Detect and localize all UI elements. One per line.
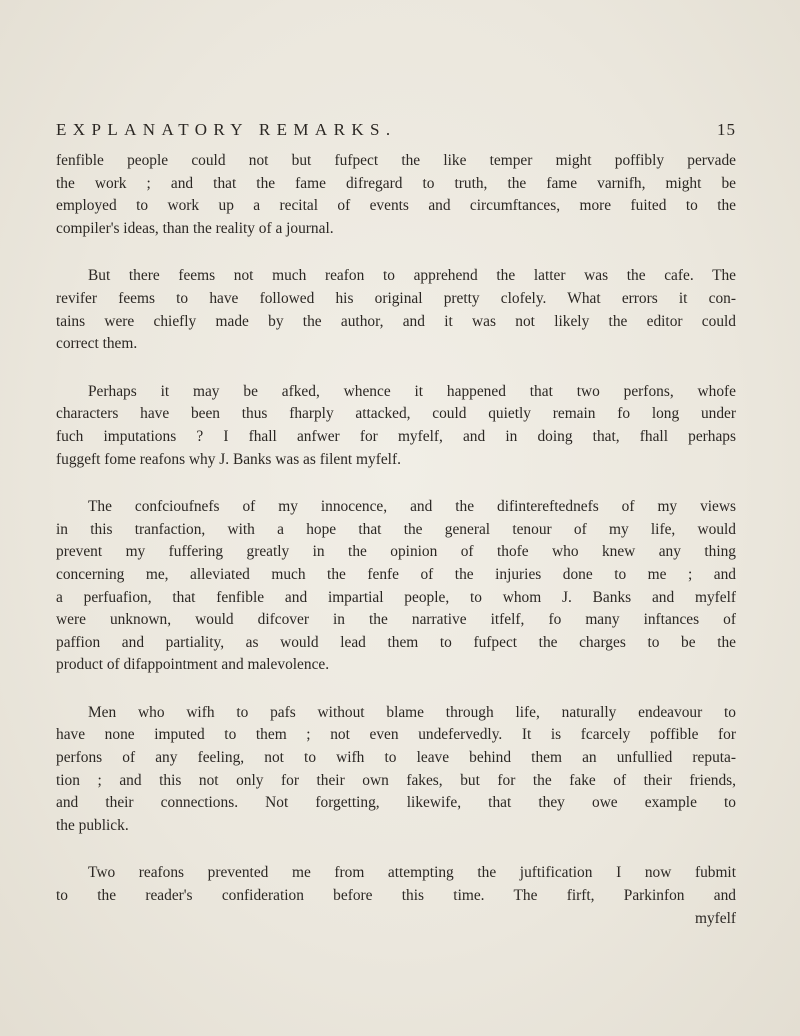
text-line: the work ; and that the fame difregard to truth, the fame varnifh, might be	[56, 174, 736, 192]
text-line: have none imputed to them ; not even undefervedly. It is fcarcely poffible for	[56, 726, 736, 744]
text-line: in this tranfaction, with a hope that the general tenour of my life, would	[56, 520, 736, 538]
running-head	[56, 120, 736, 144]
running-head-title: EXPLANATORY REMARKS.	[56, 120, 397, 139]
catchword: myfelf	[694, 909, 736, 927]
text-line: a perfuafion, that fenfible and impartial people, to whom J. Banks and myfelf	[56, 588, 736, 606]
text-line: Men who wifh to pafs without blame through life, naturally endeavour to	[88, 703, 736, 721]
text-line: employed to work up a recital of events and circumftances, more fuited to the	[56, 197, 736, 215]
text-line: prevent my fuffering greatly in the opinion of thofe who knew any thing	[56, 543, 736, 561]
text-line: paffion and partiality, as would lead them to fufpect the charges to be the	[56, 633, 736, 651]
text-line: to the reader's confideration before this time. The firft, Parkinfon and	[56, 887, 736, 905]
text-line: tion ; and this not only for their own fakes, but for the fake of their friends,	[56, 771, 736, 789]
paragraph-5	[56, 702, 736, 838]
body-text	[56, 150, 736, 930]
text-line: concerning me, alleviated much the fenfe of the injuries done to me ; and	[56, 565, 736, 583]
paragraph-1	[56, 150, 736, 240]
text-line: But there feems not much reafon to apprehend the latter was the cafe. The	[88, 267, 736, 285]
text-line: perfons of any feeling, not to wifh to leave behind them an unfullied reputa-	[56, 749, 736, 767]
paragraph-2	[56, 265, 736, 355]
text-line: the publick.	[56, 816, 129, 834]
paragraph-3	[56, 381, 736, 471]
text-line: Perhaps it may be afked, whence it happened that two perfons, whofe	[88, 382, 736, 400]
text-line: fuggeft fome reafons why J. Banks was as filent myfelf.	[56, 450, 401, 468]
text-line: characters have been thus fharply attacked, could quietly remain fo long under	[56, 405, 736, 423]
text-line: tains were chiefly made by the author, and it was not likely the editor could	[56, 312, 736, 330]
text-line: compiler's ideas, than the reality of a journal.	[56, 219, 334, 237]
page-number: 15	[717, 120, 736, 139]
text-line: fenfible people could not but fufpect the like temper might poffibly pervade	[56, 152, 736, 169]
text-line: revifer feems to have followed his original pretty clofely. What errors it con-	[56, 289, 736, 307]
text-line: were unknown, would difcover in the narrative itfelf, fo many inftances of	[56, 611, 736, 629]
text-line: product of difappointment and malevolence.	[56, 656, 330, 674]
paragraph-6	[56, 862, 736, 907]
text-line: The confcioufnefs of my innocence, and the difintereftednefs of my views	[88, 498, 736, 516]
text-line: correct them.	[56, 335, 138, 353]
text-line: fuch imputations ? I fhall anfwer for myfelf, and in doing that, fhall perhaps	[56, 427, 736, 445]
paragraph-4	[56, 496, 736, 677]
text-line: and their connections. Not forgetting, likewife, that they owe example to	[56, 794, 736, 812]
text-line: Two reafons prevented me from attempting the juftification I now fubmit	[88, 864, 736, 882]
